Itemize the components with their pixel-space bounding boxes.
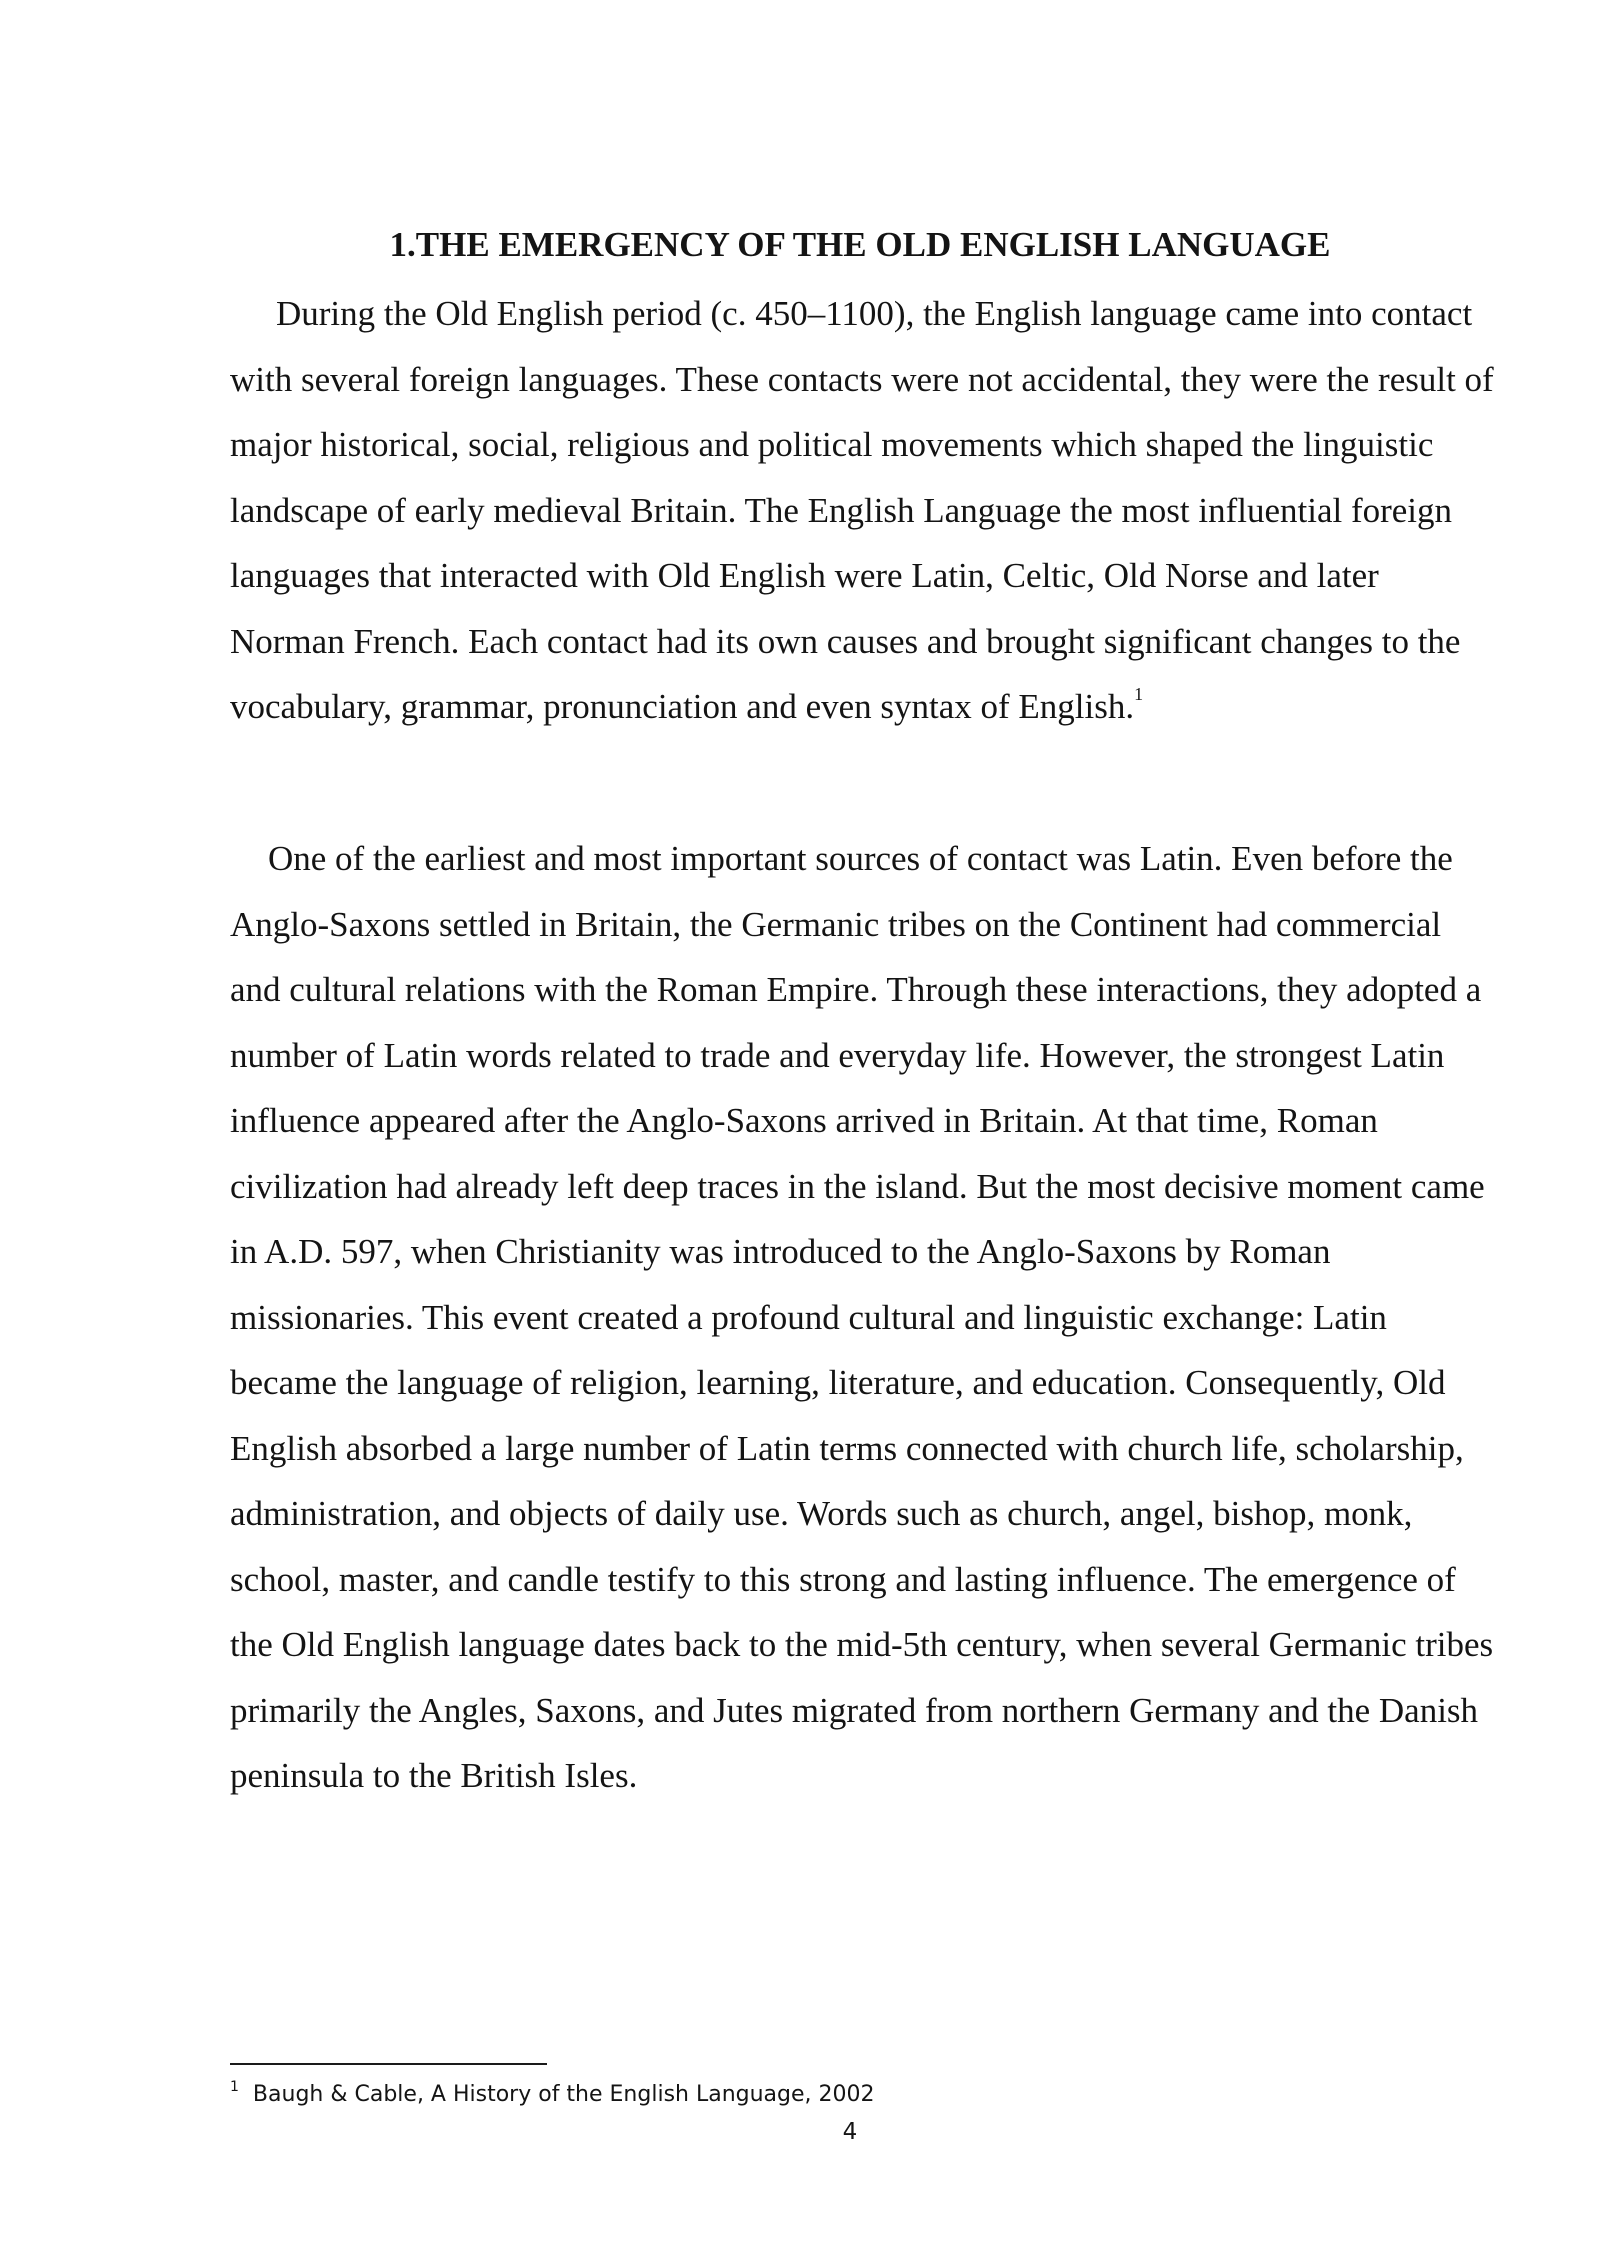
page-title: 1.THE EMERGENCY OF THE OLD ENGLISH LANGUAGE xyxy=(389,225,1331,264)
body-paragraph xyxy=(230,826,1500,1809)
paragraph-text: During the Old English period (c. 450–1100), the English language came into contact with several foreign languages. These contacts were not accidental, they were the result of major historical, social, religious and political movements which shaped the linguistic landscape of early medieval Britain. The English Language the most influential foreign languages that interacted with Old English were Latin, Celtic, Old Norse and later Norman French. Each contact had its own causes and brought significant changes to the vocabulary, grammar, pronunciation and even syntax of English. xyxy=(230,294,1494,726)
page-number: 4 xyxy=(842,2119,858,2145)
footnote-separator xyxy=(230,2063,547,2065)
footnote-reference[interactable]: 1 xyxy=(1134,684,1144,704)
footnote-number: 1 xyxy=(230,2079,239,2095)
paragraph-text: One of the earliest and most important sources of contact was Latin. Even before the Anglo-Saxons settled in Britain, the Germanic tribes on the Continent had commercial and cultural relations with the Roman Empire. Through these interactions, they adopted a number of Latin words related to trade and everyday life. However, the strongest Latin influence appeared after the Anglo-Saxons arrived in Britain. At that time, Roman civilization had already left deep traces in the island. But the most decisive moment came in A.D. 597, when Christianity was introduced to the Anglo-Saxons by Roman missionaries. This event created a profound cultural and linguistic exchange: Latin became the language of religion, learning, literature, and education. Consequently, Old English absorbed a large number of Latin terms connected with church life, scholarship, administration, and objects of daily use. Words such as church, angel, bishop, monk, school, master, and candle testify to this strong and lasting influence. The emergence of the Old English language dates back to the mid-5th century, when several Germanic tribes primarily the Angles, Saxons, and Jutes migrated from northern Germany and the Danish peninsula to the British Isles. xyxy=(230,839,1494,1795)
body-paragraph xyxy=(230,281,1500,740)
footnote-text: Baugh & Cable, A History of the English Language, 2002 xyxy=(252,2082,875,2107)
footnote xyxy=(230,2080,875,2110)
